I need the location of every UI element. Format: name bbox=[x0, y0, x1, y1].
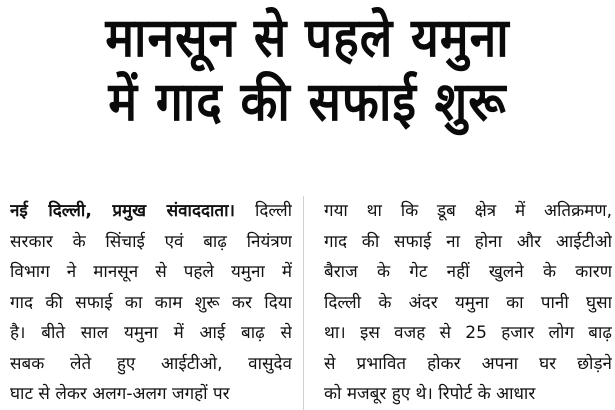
headline-line-2: में गाद की सफाई शुरू bbox=[108, 70, 507, 134]
article-line: घाट से लेकर अलग-अलग जगहों पर bbox=[10, 384, 230, 404]
article-column-left bbox=[10, 196, 292, 410]
article-line bbox=[10, 196, 292, 227]
article-body bbox=[6, 196, 612, 410]
article-line: सबक लेते हुए आईटीओ, वासुदेव bbox=[10, 353, 292, 374]
headline-line-1: मानसून से पहले यमुना bbox=[105, 6, 510, 70]
headline bbox=[0, 0, 615, 134]
article-line: बैराज के गेट नहीं खुलने के कारण bbox=[324, 262, 612, 282]
article-line: विभाग ने मानसून से पहले यमुना में bbox=[10, 262, 292, 282]
article-line: दिल्ली के अंदर यमुना का पानी घुसा bbox=[324, 292, 612, 313]
article-line-text: दिल्ली bbox=[254, 201, 292, 221]
article-line: गाद की सफाई ना होना और आईटीओ bbox=[324, 231, 612, 252]
article-line: था। इस वजह से 25 हजार लोग बाढ़ bbox=[324, 323, 612, 343]
article-line: गाद की सफाई का काम शुरू कर दिया bbox=[10, 292, 292, 313]
article-column-right bbox=[324, 196, 612, 410]
article-line: गया था कि डूब क्षेत्र में अतिक्रमण, bbox=[324, 201, 612, 221]
byline: नई दिल्ली, प्रमुख संवाददाता। bbox=[10, 201, 235, 221]
article-line: है। बीते साल यमुना में आई बाढ़ से bbox=[10, 323, 292, 343]
article-line: से प्रभावित होकर अपना घर छोड़ने bbox=[324, 353, 612, 374]
article-line: को मजबूर हुए थे। रिपोर्ट के आधार bbox=[324, 384, 536, 404]
article-line: सरकार के सिंचाई एवं बाढ़ नियंत्रण bbox=[10, 231, 292, 252]
